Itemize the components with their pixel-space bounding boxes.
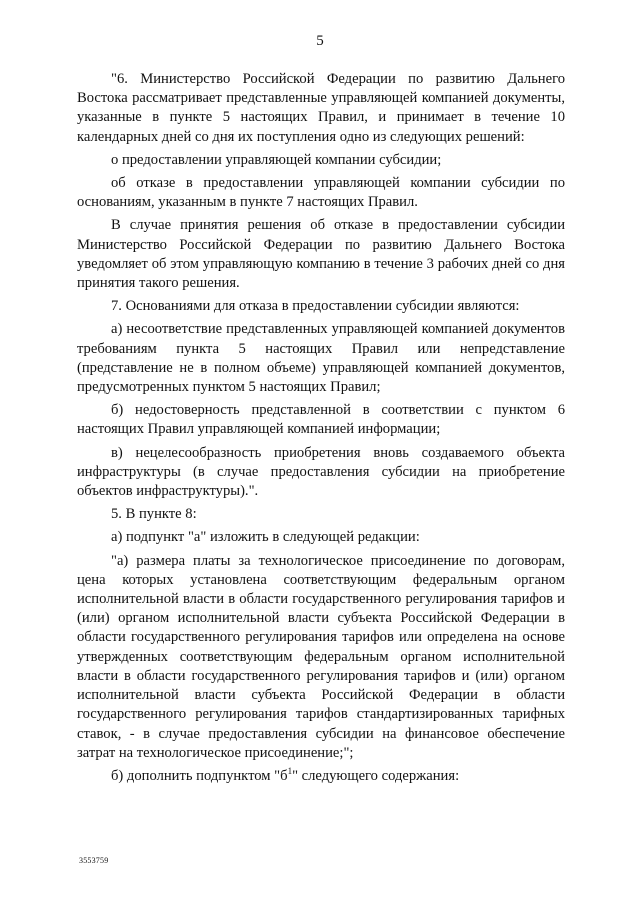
subclause-b1-text-after: " следующего содержания: xyxy=(292,767,460,784)
paragraph-subclause-b1 xyxy=(77,767,565,786)
paragraph-reason-b: б) недостоверность представленной в соответствии с пунктом 6 настоящих Правил управляющей компанией информации; xyxy=(77,402,565,438)
paragraph-item-7: 7. Основаниями для отказа в предоставлении субсидии являются: xyxy=(111,298,520,315)
subclause-b1-text-before: б) дополнить подпунктом "б xyxy=(111,767,288,784)
paragraph-subclause-a-text: "а) размера платы за технологическое присоединение по договорам, цена которых установлена соответствующим федеральным органом исполнительной власти в области государственного регулирования тарифов и (или) органом исполнительной власти субъекта Российской Федерации в области государственного регулирования тарифов или определена на основе утвержденных соответствующим федеральным органом исполнительной власти в области государственного регулирования тарифов и (или) органом исполнительной власти субъекта Российской Федерации в области государственного регулирования тарифов стандартизированных тарифных ставок, - в случае предоставления субсидии на финансовое обеспечение затрат на технологическое присоединение;"; xyxy=(77,552,565,761)
paragraph-decision-refuse: об отказе в предоставлении управляющей компании субсидии по основаниям, указанным в пункте 7 настоящих Правил. xyxy=(77,175,565,211)
subclause-b1-superscript: 1 xyxy=(287,766,293,777)
paragraph-item-6: "6. Министерство Российской Федерации по развитию Дальнего Востока рассматривает представленные управляющей компанией документы, указанные в пункте 5 настоящих Правил, и принимает в течение 10 календарных дней со дня их поступления одно из следующих решений: xyxy=(77,71,565,145)
paragraph-reason-v: в) нецелесообразность приобретения вновь создаваемого объекта инфраструктуры (в случае предоставления субсидии на приобретение объектов инфраструктуры).". xyxy=(77,444,565,500)
paragraph-reason-a: а) несоответствие представленных управляющей компанией документов требованиям пункта 5 настоящих Правил или непредставление (представление не в полном объеме) управляющей компанией документов, предусмотренных пунктом 5 настоящих Правил; xyxy=(77,321,565,396)
paragraph-refusal-notice: В случае принятия решения об отказе в предоставлении субсидии Министерство Российской Федерации по развитию Дальнего Востока уведомляет об этом управляющую компанию в течение 3 рабочих дней со дня принятия такого решения. xyxy=(77,217,565,292)
paragraph-subclause-a: а) подпункт "а" изложить в следующей редакции: xyxy=(111,529,420,546)
document-code: 3553759 xyxy=(79,856,109,865)
paragraph-decision-grant: о предоставлении управляющей компании субсидии; xyxy=(111,151,442,168)
paragraph-clause-5: 5. В пункте 8: xyxy=(111,506,197,523)
page-number: 5 xyxy=(316,33,324,49)
document-body xyxy=(77,70,565,786)
